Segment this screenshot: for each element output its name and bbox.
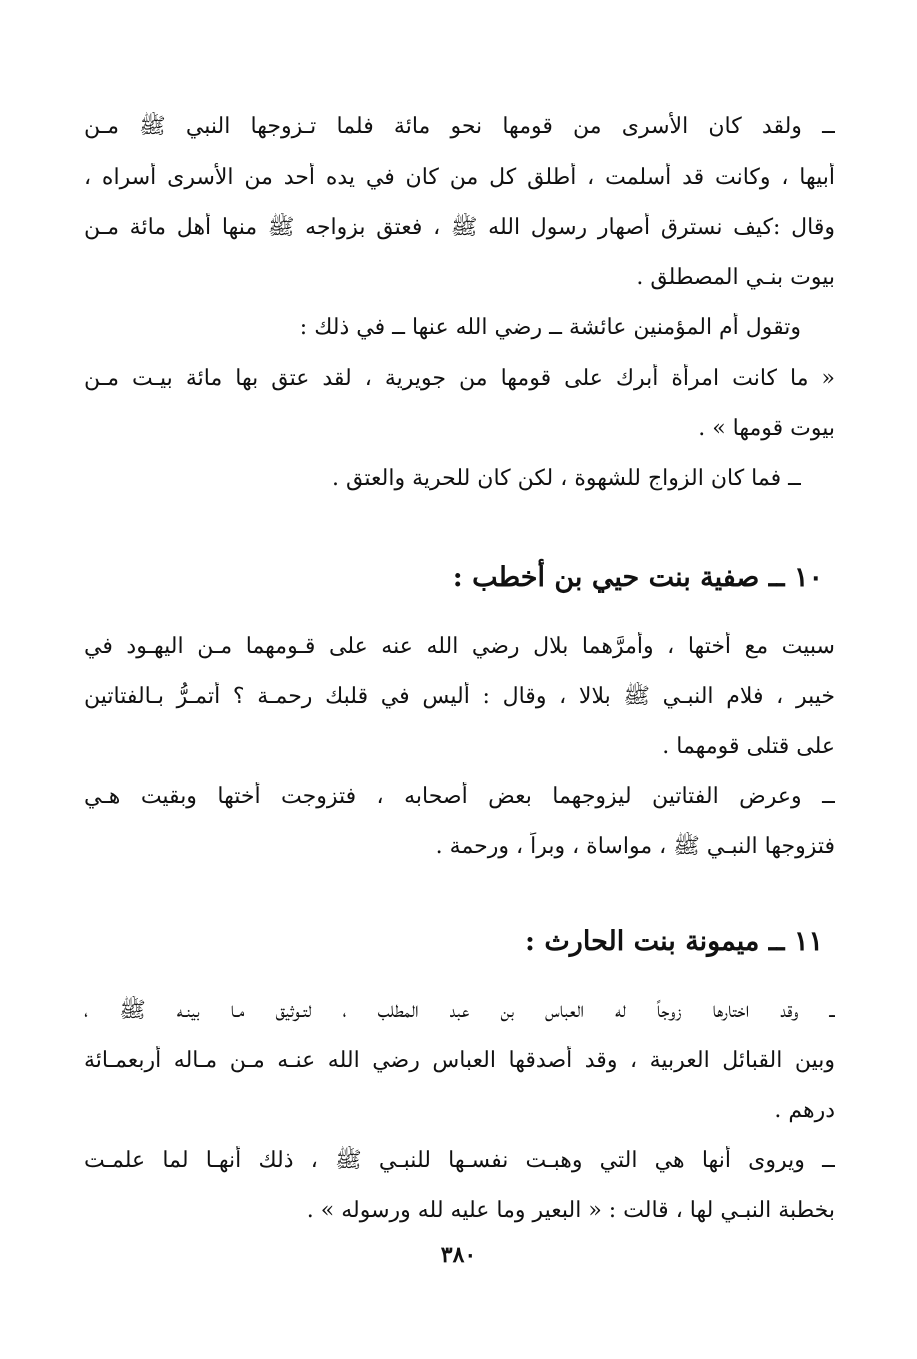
text-line: « ما كانت امرأة أبرك على قومها من جويرية ، لقد عتق بها مائة بيـت مـن — [84, 366, 835, 391]
text-line: على قتلى قومهما . — [662, 734, 835, 759]
text-line: بيوت بنـي المصطلق . — [636, 265, 835, 290]
text-line: ــ وقد اختارها زوجاً له العباس بن عبد المطلب ، لتـوثيق مـا بينـه ﷺ ، — [84, 998, 835, 1023]
text-line: وتقول أم المؤمنين عائشة ــ رضي الله عنها ــ في ذلك : — [299, 315, 801, 340]
text-line: ــ ويروى أنها هي التي وهبـت نفسـها للنبـي ﷺ ، ذلك أنهـا لما علمـت — [84, 1148, 835, 1173]
text-line: فتزوجها النبـي ﷺ ، مواساة ، وبراً ، ورحمة . — [435, 834, 835, 859]
text-line: ــ وعرض الفتاتين ليزوجهما بعض أصحابه ، فتزوجت أختها وبقيت هـي — [84, 784, 835, 809]
text-line: أبيها ، وكانت قد أسلمت ، أطلق كل من كان في يده أحد من الأسرى أسراه ، — [84, 165, 835, 190]
text-line: وبين القبائل العربية ، وقد أصدقها العباس رضي الله عنـه مـن مـاله أربعمـائة — [84, 1048, 835, 1073]
text-line: بيوت قومها » . — [698, 416, 835, 441]
text-line: ــ ولقد كان الأسرى من قومها نحو مائة فلما تـزوجها النبي ﷺ مـن — [84, 114, 835, 139]
text-line: سبيت مع أختها ، وأمرَّهما بلال رضي الله عنه على قـومهما مـن اليهـود في — [84, 634, 835, 659]
text-line: بخطبة النبـي لها ، قالت : « البعير وما عليه لله ورسوله » . — [306, 1198, 835, 1223]
text-line: ــ فما كان الزواج للشهوة ، لكن كان للحرية والعتق . — [332, 466, 801, 491]
text-line: خيبر ، فلام النبـي ﷺ بلالا ، وقال : أليس في قلبك رحمـة ؟ أتمـرُّ بـالفتاتين — [84, 684, 835, 709]
page-number: ٣٨٠ — [440, 1242, 477, 1268]
text-line: وقال :كيف نسترق أصهار رسول الله ﷺ ، فعتق بزواجه ﷺ منها أهل مائة مـن — [84, 215, 835, 240]
section-heading: ١٠ ــ صفية بنت حيي بن أخطب : — [452, 562, 823, 593]
text-line: درهم . — [774, 1098, 835, 1123]
section-heading: ١١ ــ ميمونة بنت الحارث : — [525, 926, 823, 957]
